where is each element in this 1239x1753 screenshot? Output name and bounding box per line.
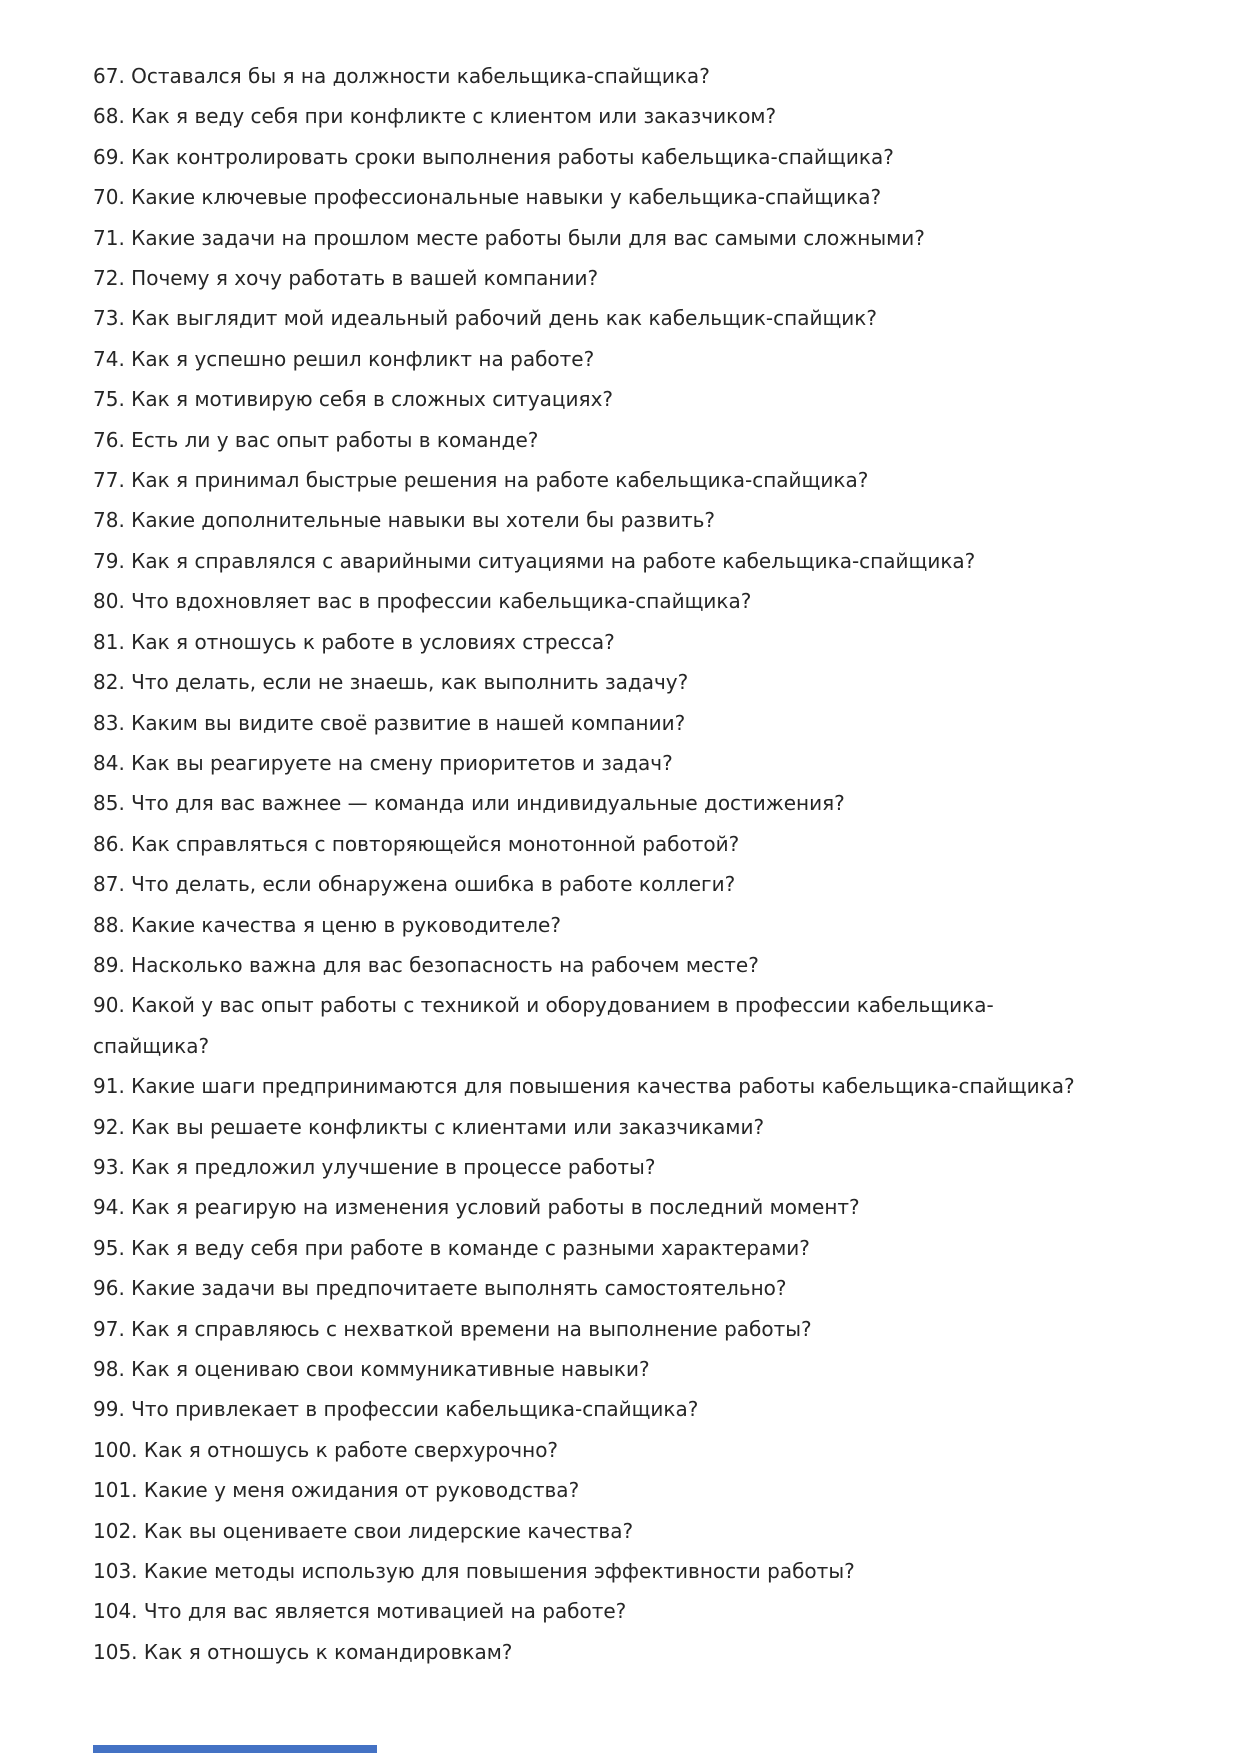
question-line: 88. Какие качества я ценю в руководителе? [93,912,561,937]
question-line: 79. Как я справлялся с аварийными ситуациями на работе кабельщика-спайщика? [93,548,976,573]
question-line: 77. Как я принимал быстрые решения на работе кабельщика-спайщика? [93,468,869,493]
question-line: 76. Есть ли у вас опыт работы в команде? [93,427,539,452]
question-line: 80. Что вдохновляет вас в профессии кабельщика-спайщика? [93,589,752,614]
question-line: 91. Какие шаги предпринимаются для повышения качества работы кабельщика-спайщика? [93,1074,1075,1099]
question-line: 81. Как я отношусь к работе в условиях стресса? [93,629,615,654]
question-line: 99. Что привлекает в профессии кабельщика-спайщика? [93,1397,699,1422]
page-bottom-blue-bar [93,1745,377,1753]
question-line: 101. Какие у меня ожидания от руководства? [93,1478,580,1503]
question-line: 75. Как я мотивирую себя в сложных ситуациях? [93,387,614,412]
question-line: 90. Какой у вас опыт работы с техникой и оборудованием в профессии кабельщика- [93,993,994,1018]
question-line: 103. Какие методы использую для повышения эффективности работы? [93,1559,855,1584]
question-line: 92. Как вы решаете конфликты с клиентами или заказчиками? [93,1114,765,1139]
question-line: 97. Как я справляюсь с нехваткой времени на выполнение работы? [93,1316,812,1341]
question-line: 104. Что для вас является мотивацией на работе? [93,1599,627,1624]
question-line: 98. Как я оцениваю свои коммуникативные навыки? [93,1357,650,1381]
question-line: 67. Оставался бы я на должности кабельщика-спайщика? [93,64,710,88]
question-line: 85. Что для вас важнее — команда или индивидуальные достижения? [93,791,845,816]
question-line: 74. Как я успешно решил конфликт на работе? [93,346,595,371]
question-line: 86. Как справляться с повторяющейся монотонной работой? [93,831,740,856]
question-line: 96. Какие задачи вы предпочитаете выполнять самостоятельно? [93,1276,787,1301]
question-line: 94. Как я реагирую на изменения условий работы в последний момент? [93,1195,860,1220]
question-line: 71. Какие задачи на прошлом месте работы были для вас самыми сложными? [93,225,925,250]
question-line: 95. Как я веду себя при работе в команде с разными характерами? [93,1235,810,1260]
question-line: 72. Почему я хочу работать в вашей компании? [93,266,599,291]
question-line: 68. Как я веду себя при конфликте с клиентом или заказчиком? [93,104,777,129]
question-line: 87. Что делать, если обнаружена ошибка в работе коллеги? [93,872,736,897]
question-line: 89. Насколько важна для вас безопасность на рабочем месте? [93,952,759,977]
question-line: 82. Что делать, если не знаешь, как выполнить задачу? [93,670,689,695]
question-line: 69. Как контролировать сроки выполнения работы кабельщика-спайщика? [93,144,894,169]
question-list [93,56,1199,1672]
question-line: 83. Каким вы видите своё развитие в нашей компании? [93,710,686,735]
question-line: 100. Как я отношусь к работе сверхурочно? [93,1437,559,1462]
question-line: 78. Какие дополнительные навыки вы хотели бы развить? [93,508,716,533]
question-line: 105. Как я отношусь к командировкам? [93,1639,513,1664]
question-line: 84. Как вы реагируете на смену приоритетов и задач? [93,750,673,775]
question-line: спайщика? [93,1033,210,1058]
question-line: 102. Как вы оцениваете свои лидерские качества? [93,1518,634,1543]
question-line: 70. Какие ключевые профессиональные навыки у кабельщика-спайщика? [93,185,882,210]
question-line: 93. Как я предложил улучшение в процессе работы? [93,1154,656,1179]
question-line: 73. Как выглядит мой идеальный рабочий день как кабельщик-спайщик? [93,306,878,331]
